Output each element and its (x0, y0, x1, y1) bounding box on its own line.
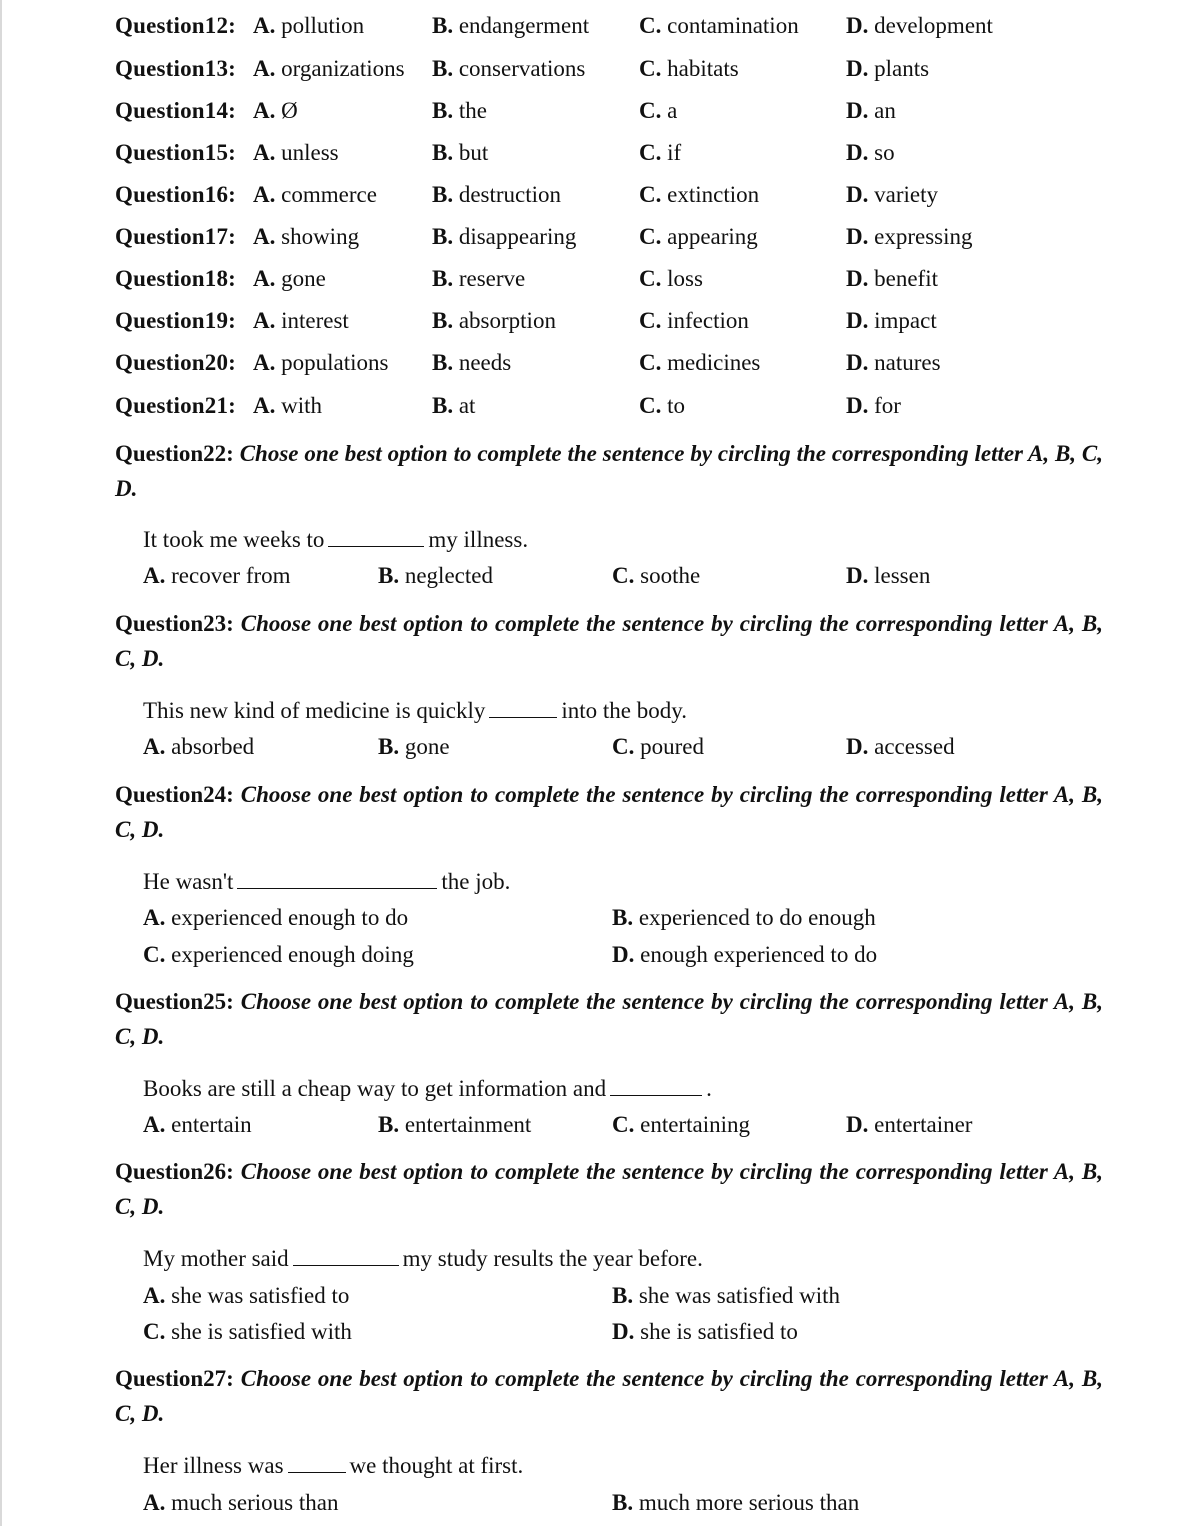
option-text: expressing (874, 224, 973, 249)
option-letter: D. (846, 140, 869, 165)
matrix-row (115, 11, 1115, 41)
option-b[interactable] (432, 54, 585, 84)
option-letter: B. (432, 393, 454, 418)
option-b[interactable] (432, 11, 589, 41)
option-text: destruction (458, 182, 562, 207)
sentence-start: It took me weeks to (143, 527, 325, 552)
option-b[interactable] (432, 348, 511, 378)
q25-instruction (115, 984, 1103, 1054)
option-c[interactable]: C. soothe (612, 563, 701, 588)
option-text: medicines (667, 350, 761, 375)
instruction-text: Choose one best option to complete the sentence by circling the corresponding letter A, B, C, D. (115, 1366, 1103, 1426)
option-d[interactable] (846, 306, 937, 336)
q24-instruction (115, 777, 1103, 847)
option-d[interactable]: D. lessen (846, 563, 931, 588)
option-letter: A. (253, 56, 276, 81)
option-c[interactable] (639, 222, 758, 252)
question-label: Question14: (115, 98, 237, 123)
option-a[interactable] (253, 348, 388, 378)
q27-instruction (115, 1361, 1103, 1431)
option-text: Ø (281, 98, 298, 123)
option-letter: A. (253, 13, 276, 38)
option-b[interactable]: B. much more serious than (612, 1490, 860, 1515)
question-label: Question26: (115, 1159, 234, 1184)
option-c[interactable]: C. poured (612, 734, 704, 759)
q25-sentence (143, 1074, 712, 1104)
option-c[interactable] (639, 54, 739, 84)
option-d[interactable] (846, 138, 895, 168)
option-c[interactable] (639, 264, 703, 294)
option-letter: D. (846, 98, 869, 123)
option-c[interactable]: C. experienced enough doing (143, 942, 414, 967)
instruction-text: Choose one best option to complete the sentence by circling the corresponding letter A, B, C, D. (115, 1159, 1103, 1219)
question-label: Question20: (115, 350, 237, 375)
option-d[interactable] (846, 54, 929, 84)
matrix-row (115, 138, 1115, 168)
option-a[interactable] (253, 264, 326, 294)
option-a[interactable]: A. absorbed (143, 734, 255, 759)
option-text: showing (281, 224, 360, 249)
sentence-start: My mother said (143, 1246, 289, 1271)
option-letter: A. (253, 182, 276, 207)
q23-instruction (115, 606, 1103, 676)
question-label: Question24: (115, 782, 234, 807)
option-b[interactable] (432, 222, 576, 252)
option-b[interactable]: B. neglected (378, 563, 493, 588)
sentence-end: the job. (441, 869, 511, 894)
option-b[interactable]: B. entertainment (378, 1112, 532, 1137)
answer-blank[interactable] (293, 1245, 399, 1266)
option-text: the (458, 98, 487, 123)
option-text: a (667, 98, 678, 123)
option-text: pollution (281, 13, 365, 38)
option-b[interactable]: B. she was satisfied with (612, 1283, 841, 1308)
option-d[interactable]: D. accessed (846, 734, 955, 759)
option-b[interactable]: B. gone (378, 734, 450, 759)
matrix-row (115, 96, 1115, 126)
answer-blank[interactable] (237, 868, 437, 889)
option-text: with (281, 393, 323, 418)
option-letter: B. (432, 13, 454, 38)
option-letter: C. (639, 393, 662, 418)
option-letter: C. (639, 13, 662, 38)
option-letter: B. (432, 350, 454, 375)
matrix-row (115, 222, 1115, 252)
option-letter: B. (432, 266, 454, 291)
option-a[interactable]: A. recover from (143, 563, 291, 588)
option-text: loss (667, 266, 703, 291)
sentence-end: . (706, 1076, 712, 1101)
option-a[interactable] (253, 391, 322, 421)
q27-sentence (143, 1451, 523, 1481)
matrix-row (115, 306, 1115, 336)
question-label: Question13: (115, 56, 237, 81)
sentence-end: into the body. (561, 698, 688, 723)
instruction-text: Choose one best option to complete the sentence by circling the corresponding letter A, B, C, D. (115, 782, 1103, 842)
question-label: Question18: (115, 266, 237, 291)
question-label: Question25: (115, 989, 234, 1014)
question-label: Question27: (115, 1366, 234, 1391)
option-d[interactable] (846, 96, 896, 126)
option-text: disappearing (458, 224, 577, 249)
option-a[interactable] (253, 306, 349, 336)
answer-blank[interactable] (610, 1075, 702, 1096)
option-text: habitats (667, 56, 739, 81)
question-label: Question23: (115, 611, 234, 636)
option-letter: D. (846, 56, 869, 81)
option-text: extinction (667, 182, 760, 207)
option-letter: B. (432, 56, 454, 81)
option-letter: B. (432, 224, 454, 249)
option-a[interactable]: A. experienced enough to do (143, 905, 409, 930)
option-letter: A. (253, 350, 276, 375)
sentence-start: Books are still a cheap way to get information and (143, 1076, 607, 1101)
matrix-row (115, 391, 1115, 421)
option-text: an (874, 98, 896, 123)
sentence-end: we thought at first. (349, 1453, 524, 1478)
sentence-end: my illness. (428, 527, 529, 552)
option-letter: C. (639, 56, 662, 81)
matrix-row (115, 54, 1115, 84)
instruction-text: Choose one best option to complete the sentence by circling the corresponding letter A, B, C, D. (115, 989, 1103, 1049)
q24-sentence (143, 867, 510, 897)
option-b[interactable] (432, 180, 561, 210)
option-text: absorption (458, 308, 556, 333)
question-label: Question12: (115, 13, 237, 38)
q22-instruction (115, 436, 1103, 506)
sentence-start: This new kind of medicine is quickly (143, 698, 486, 723)
option-text: commerce (281, 182, 377, 207)
option-d[interactable]: D. enough experienced to do (612, 942, 878, 967)
option-text: plants (874, 56, 930, 81)
question-label: Question22: (115, 441, 234, 466)
option-text: but (458, 140, 489, 165)
q22-sentence (143, 525, 528, 555)
option-text: impact (874, 308, 937, 333)
option-letter: B. (432, 98, 454, 123)
option-text: if (667, 140, 682, 165)
question-label: Question16: (115, 182, 237, 207)
option-text: endangerment (458, 13, 590, 38)
option-c[interactable] (639, 138, 681, 168)
option-letter: B. (432, 308, 454, 333)
option-letter: A. (253, 224, 276, 249)
option-letter: C. (639, 182, 662, 207)
option-a[interactable]: A. entertain (143, 1112, 252, 1137)
option-b[interactable] (432, 96, 487, 126)
option-letter: D. (846, 224, 869, 249)
option-letter: C. (639, 140, 662, 165)
q23-sentence (143, 696, 687, 726)
option-c[interactable]: C. entertaining (612, 1112, 750, 1137)
option-text: for (874, 393, 901, 418)
option-letter: B. (432, 182, 454, 207)
answer-blank[interactable] (489, 697, 557, 718)
option-letter: A. (253, 393, 276, 418)
option-text: populations (281, 350, 389, 375)
option-d[interactable] (846, 348, 941, 378)
option-text: unless (281, 140, 339, 165)
option-d[interactable] (846, 264, 938, 294)
option-text: needs (458, 350, 512, 375)
option-text: variety (874, 182, 938, 207)
option-c[interactable] (639, 96, 677, 126)
option-a[interactable] (253, 96, 298, 126)
option-text: development (874, 13, 993, 38)
sentence-start: Her illness was (143, 1453, 284, 1478)
option-letter: A. (253, 98, 276, 123)
option-b[interactable] (432, 264, 525, 294)
instruction-text: Chose one best option to complete the sentence by circling the corresponding letter A, B, C, D. (115, 441, 1104, 501)
option-a[interactable] (253, 54, 405, 84)
question-label: Question15: (115, 140, 237, 165)
option-text: natures (874, 350, 941, 375)
option-d[interactable] (846, 391, 901, 421)
sentence-end: my study results the year before. (402, 1246, 703, 1271)
option-text: infection (667, 308, 749, 333)
option-letter: C. (639, 266, 662, 291)
option-c[interactable] (639, 348, 760, 378)
option-d[interactable] (846, 222, 973, 252)
question-label: Question19: (115, 308, 237, 333)
option-letter: A. (253, 266, 276, 291)
option-letter: A. (253, 308, 276, 333)
option-a[interactable]: A. much serious than (143, 1490, 339, 1515)
option-text: at (458, 393, 476, 418)
option-text: reserve (458, 266, 526, 291)
option-letter: B. (432, 140, 454, 165)
option-text: to (667, 393, 686, 418)
option-letter: C. (639, 224, 662, 249)
option-a[interactable] (253, 138, 339, 168)
q26-instruction (115, 1154, 1103, 1224)
option-letter: C. (639, 308, 662, 333)
option-d[interactable]: D. she is satisfied to (612, 1319, 798, 1344)
option-letter: D. (846, 182, 869, 207)
option-c[interactable]: C. she is satisfied with (143, 1319, 352, 1344)
option-text: benefit (874, 266, 938, 291)
option-letter: D. (846, 13, 869, 38)
option-text: contamination (667, 13, 799, 38)
option-b[interactable] (432, 391, 475, 421)
option-b[interactable] (432, 138, 488, 168)
option-b[interactable] (432, 306, 556, 336)
option-text: organizations (281, 56, 405, 81)
option-b[interactable]: B. experienced to do enough (612, 905, 876, 930)
option-c[interactable] (639, 180, 759, 210)
option-letter: D. (846, 393, 869, 418)
instruction-text: Choose one best option to complete the sentence by circling the corresponding letter A, B, C, D. (115, 611, 1103, 671)
option-a[interactable] (253, 11, 364, 41)
answer-blank[interactable] (288, 1452, 346, 1473)
option-letter: D. (846, 308, 869, 333)
option-c[interactable] (639, 306, 749, 336)
option-letter: D. (846, 350, 869, 375)
option-text: gone (281, 266, 326, 291)
option-text: so (874, 140, 895, 165)
option-letter: C. (639, 350, 662, 375)
q26-sentence (143, 1244, 703, 1274)
sentence-start: He wasn't (143, 869, 234, 894)
option-d[interactable]: D. entertainer (846, 1112, 973, 1137)
option-letter: D. (846, 266, 869, 291)
option-a[interactable] (253, 180, 377, 210)
matrix-row (115, 264, 1115, 294)
matrix-row (115, 180, 1115, 210)
option-d[interactable] (846, 11, 993, 41)
answer-blank[interactable] (328, 526, 424, 547)
option-c[interactable] (639, 11, 799, 41)
option-text: interest (281, 308, 349, 333)
question-label: Question21: (115, 393, 237, 418)
option-a[interactable]: A. she was satisfied to (143, 1283, 350, 1308)
option-text: appearing (667, 224, 758, 249)
option-letter: C. (639, 98, 662, 123)
matrix-row (115, 348, 1115, 378)
option-d[interactable] (846, 180, 938, 210)
option-letter: A. (253, 140, 276, 165)
option-c[interactable] (639, 391, 685, 421)
question-label: Question17: (115, 224, 237, 249)
option-text: conservations (458, 56, 586, 81)
option-a[interactable] (253, 222, 359, 252)
